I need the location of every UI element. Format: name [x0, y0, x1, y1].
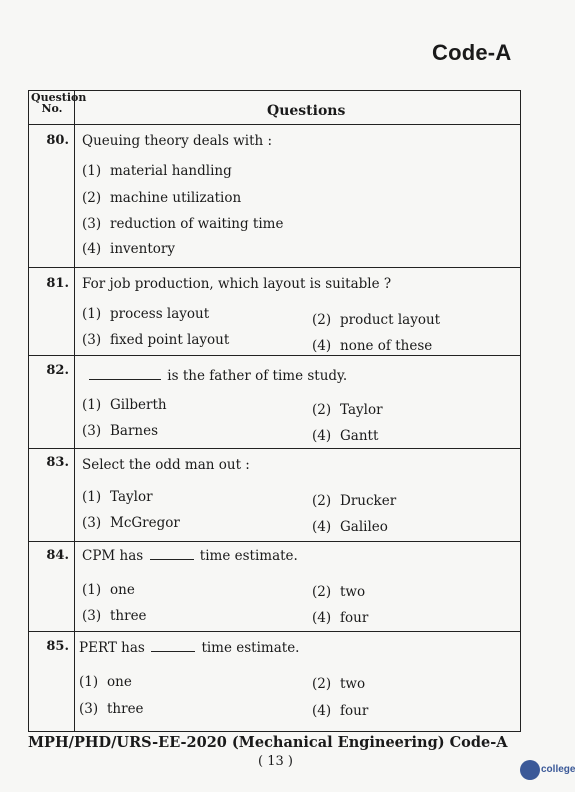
option: (2) machine utilization [82, 190, 242, 206]
question-text: Queuing theory deals with : [82, 133, 273, 149]
option: (3) three [79, 701, 144, 717]
column-divider [74, 91, 75, 731]
page-number: ( 13 ) [258, 754, 293, 769]
option: (3) reduction of waiting time [82, 216, 284, 232]
option: (4) four [312, 703, 369, 719]
row-divider [29, 355, 520, 356]
question-text: For job production, which layout is suitable ? [82, 276, 392, 292]
watermark [520, 758, 575, 788]
option: (4) four [312, 610, 369, 626]
option: (2) product layout [312, 312, 441, 328]
question-number: 83. [46, 455, 69, 470]
option: (3) three [82, 608, 147, 624]
mascot-icon [520, 760, 540, 780]
watermark-text: college [541, 764, 575, 775]
option: (3) fixed point layout [82, 332, 230, 348]
option: (1) Taylor [82, 489, 153, 505]
footer-title: MPH/PHD/URS-EE-2020 (Mechanical Engineering) Code-A [28, 734, 508, 751]
question-text: PERT has time estimate. [79, 640, 300, 656]
row-divider [29, 267, 520, 268]
row-divider [29, 124, 520, 125]
option: (1) one [79, 674, 132, 690]
option: (3) Barnes [82, 423, 159, 439]
option: (4) inventory [82, 241, 175, 257]
option: (3) McGregor [82, 515, 180, 531]
question-number: 84. [46, 548, 69, 563]
option: (4) Gantt [312, 428, 379, 444]
question-number: 81. [46, 276, 69, 291]
code-label: Code-A [432, 40, 512, 65]
question-number: 85. [46, 639, 69, 654]
question-number: 82. [46, 363, 69, 378]
question-text: is the father of time study. [87, 368, 347, 384]
option: (2) two [312, 584, 366, 600]
option: (4) Galileo [312, 519, 388, 535]
row-divider [29, 448, 520, 449]
row-divider [29, 541, 520, 542]
option: (1) Gilberth [82, 397, 167, 413]
option: (2) two [312, 676, 366, 692]
question-text: CPM has time estimate. [82, 548, 298, 564]
option: (2) Taylor [312, 402, 383, 418]
question-number: 80. [46, 133, 69, 148]
question-text: Select the odd man out : [82, 457, 250, 473]
option: (1) material handling [82, 163, 232, 179]
question-table [28, 90, 521, 732]
option: (2) Drucker [312, 493, 397, 509]
option: (1) process layout [82, 306, 210, 322]
header-questions: Questions [267, 103, 346, 119]
row-divider [29, 631, 520, 632]
option: (1) one [82, 582, 135, 598]
option: (4) none of these [312, 338, 433, 354]
header-question-no: Question No. [31, 91, 87, 115]
